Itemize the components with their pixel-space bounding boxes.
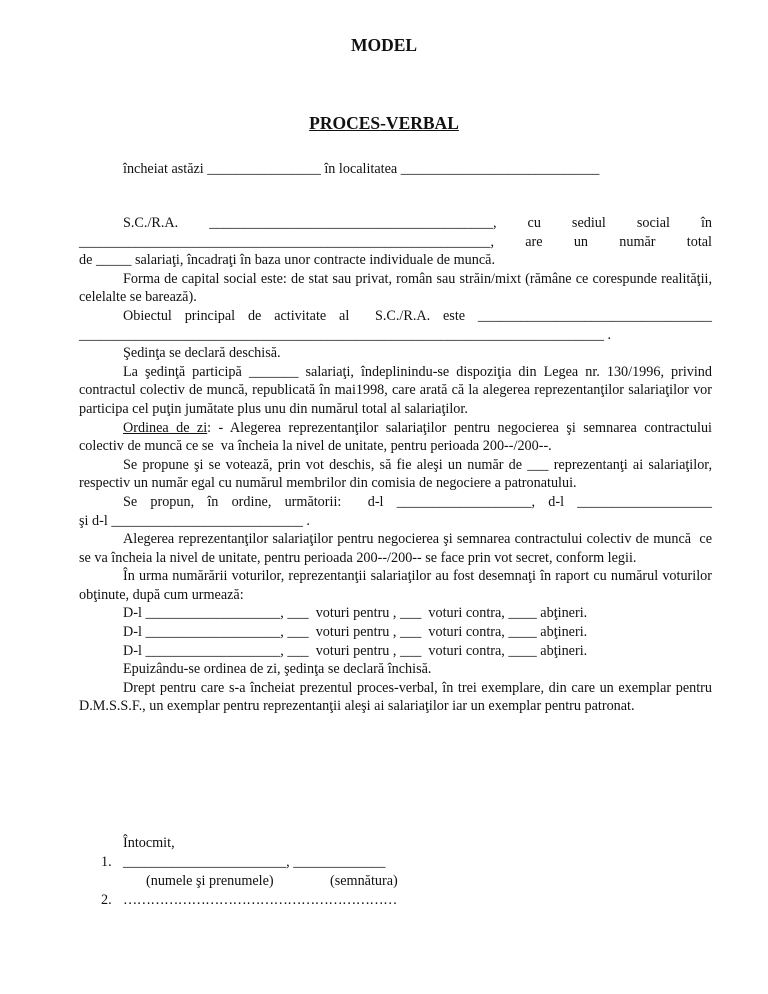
item-2-number: 2.	[101, 892, 112, 908]
meeting-closed: Epuizându-se ordinea de zi, şedinţa se declară închisă.	[123, 661, 432, 678]
agenda-label: Ordinea de zi	[123, 419, 208, 436]
company-line-3: de _____ salariaţi, încadraţi în baza unor contracte individuale de muncă.	[79, 252, 496, 269]
item-1-number: 1.	[101, 854, 112, 870]
company-line-2: __________________________________________________________, are un număr total	[79, 233, 712, 250]
company-line-1: S.C./R.A. ________________________________________, cu sediul social în	[123, 215, 712, 231]
item-1-signature-line: _______________________, _____________	[123, 854, 386, 870]
drafted-label: Întocmit,	[123, 835, 175, 851]
name-caption: (numele şi prenumele)	[146, 873, 274, 889]
model-heading: MODEL	[350, 35, 418, 55]
signature-caption: (semnătura)	[330, 873, 398, 889]
item-2-dotted-line: ……………………………………………………	[123, 892, 397, 908]
activity-line-1: Obiectul principal de activitate al S.C./R.A. este _________________________________	[123, 307, 712, 324]
intro-line: încheiat astăzi ________________ în localitatea ____________________________	[123, 161, 600, 177]
count-paragraph: În urma numărării voturilor, reprezentanţii salariaţilor au fost desemnaţi în raport cu numărul voturilor obţinute, după cum urmează:	[79, 568, 716, 603]
vote-result-line: D-l ___________________, ___ voturi pentru , ___ voturi contra, ____ abţineri.	[123, 605, 588, 622]
vote-result-line: D-l ___________________, ___ voturi pentru , ___ voturi contra, ____ abţineri.	[123, 642, 588, 659]
copies-paragraph: Drept pentru care s-a încheiat prezentul proces-verbal, în trei exemplare, din care un exemplar pentru D.M.S.S.F., un exemplar pentru reprezentanţii aleşi ai salariaţilor iar un exemplar pentru patronat.	[79, 679, 716, 715]
candidates-line-1: Se propun, în ordine, următorii: d-l ___________________, d-l ___________________	[123, 493, 712, 510]
meeting-opened: Şedinţa se declară deschisă.	[123, 345, 281, 362]
agenda-paragraph	[79, 419, 716, 456]
election-paragraph: Alegerea reprezentanţilor salariaţilor pentru negocierea şi semnarea contractului colectiv de muncă ce se va încheia la nivel de unitate, pentru perioada 200--/200-- se face prin vot secret, conform legii.	[79, 531, 716, 566]
activity-line-2: __________________________________________________________________________ .	[79, 326, 612, 343]
capital-paragraph: Forma de capital social este: de stat sau privat, român sau străin/mixt (rămâne ce corespunde realităţii, celelalte se barează).	[79, 270, 716, 306]
vote-proposal-paragraph: Se propune şi se votează, prin vot deschis, să fie aleşi un număr de ___ reprezentanţi ai salariaţilor, respectiv un număr egal cu numărul membrilor din comisia de negociere a patronatului.	[79, 456, 716, 492]
agenda-text: : - Alegerea reprezentanţilor salariaţilor pentru negocierea şi semnarea contractului colectiv de muncă ce se va încheia la nivel de unitate, pentru perioada 200--/200--.	[79, 419, 716, 455]
document-body	[79, 214, 716, 716]
document-title: PROCES-VERBAL	[309, 113, 459, 133]
participants-paragraph: La şedinţă participă _______ salariaţi, îndeplinindu-se dispoziţia din Legea nr. 130/1996, privind contractul colectiv de muncă, republicată în mai1998, care arată că la alegerea reprezentanţilor salariaţilor vor participa cel puţin jumătate plus unu din numărul total al salariaţilor.	[79, 363, 716, 417]
candidates-line-2: şi d-l ___________________________ .	[79, 512, 310, 529]
vote-result-line: D-l ___________________, ___ voturi pentru , ___ voturi contra, ____ abţineri.	[123, 624, 588, 641]
